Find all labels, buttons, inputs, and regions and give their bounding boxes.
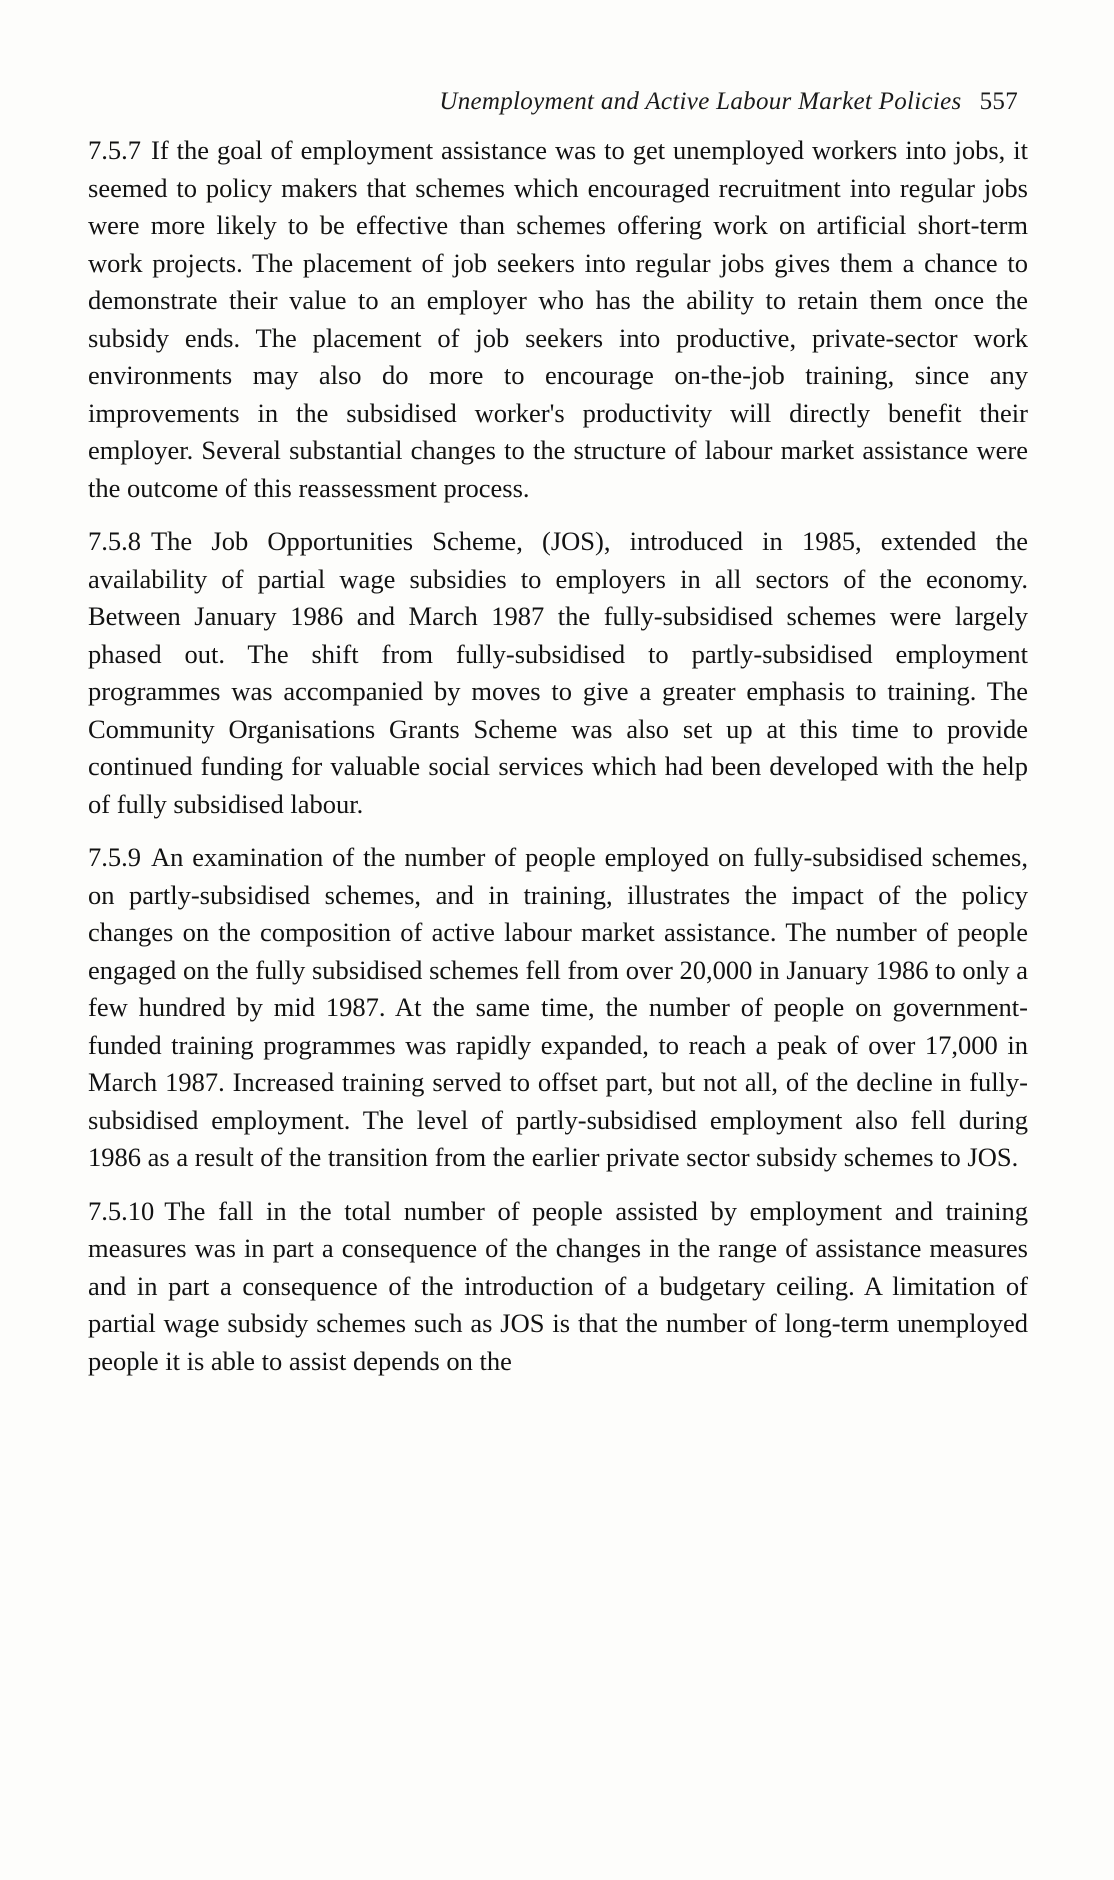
paragraph-7-5-10	[88, 1193, 1028, 1381]
paragraph-number: 7.5.8	[88, 526, 141, 556]
body-text-column	[88, 132, 1028, 1396]
paragraph-text: The fall in the total number of people assisted by employment and training measures was in part a consequence of the changes in the range of assistance measures and in part a consequence of the introduction of a budgetary ceiling. A limitation of partial wage subsidy schemes such as JOS is that the number of long-term unemployed people it is able to assist depends on the	[88, 1195, 1028, 1376]
paragraph-text: The Job Opportunities Scheme, (JOS), introduced in 1985, extended the availability of partial wage subsidies to employers in all sectors of the economy. Between January 1986 and March 1987 the fully-subsidised schemes were largely phased out. The shift from fully-subsidised to partly-subsidised employment programmes was accompanied by moves to give a greater emphasis to training. The Community Organisations Grants Scheme was also set up at this time to provide continued funding for valuable social services which had been developed with the help of fully subsidised labour.	[88, 526, 1028, 819]
paragraph-number: 7.5.10	[88, 1195, 155, 1226]
page-header	[0, 88, 1114, 116]
paragraph-7-5-9	[88, 839, 1028, 1177]
running-title: Unemployment and Active Labour Market Policies	[439, 88, 962, 115]
paragraph-text: If the goal of employment assistance was to get unemployed workers into jobs, it seemed to policy makers that schemes which encouraged recruitment into regular jobs were more likely to be effective than schemes offering work on artificial short-term work projects. The placement of job seekers into regular jobs gives them a chance to demonstrate their value to an employer who has the ability to retain them once the subsidy ends. The placement of job seekers into productive, private-sector work environments may also do more to encourage on-the-job training, since any improvements in the subsidised worker's productivity will directly benefit their employer. Several substantial changes to the structure of labour market assistance were the outcome of this reassessment process.	[88, 135, 1028, 503]
paragraph-number: 7.5.9	[88, 842, 141, 872]
paragraph-7-5-8	[88, 523, 1028, 823]
paragraph-7-5-7	[88, 132, 1028, 507]
paragraph-text: An examination of the number of people employed on fully-subsidised schemes, on partly-subsidised schemes, and in training, illustrates the impact of the policy changes on the composition of active labour market assistance. The number of people engaged on the fully subsidised schemes fell from over 20,000 in January 1986 to only a few hundred by mid 1987. At the same time, the number of people on government-funded training programmes was rapidly expanded, to reach a peak of over 17,000 in March 1987. Increased training served to offset part, but not all, of the decline in fully-subsidised employment. The level of partly-subsidised employment also fell during 1986 as a result of the transition from the earlier private sector subsidy schemes to JOS.	[88, 842, 1028, 1172]
paragraph-number: 7.5.7	[88, 135, 141, 165]
page-number: 557	[979, 88, 1018, 115]
